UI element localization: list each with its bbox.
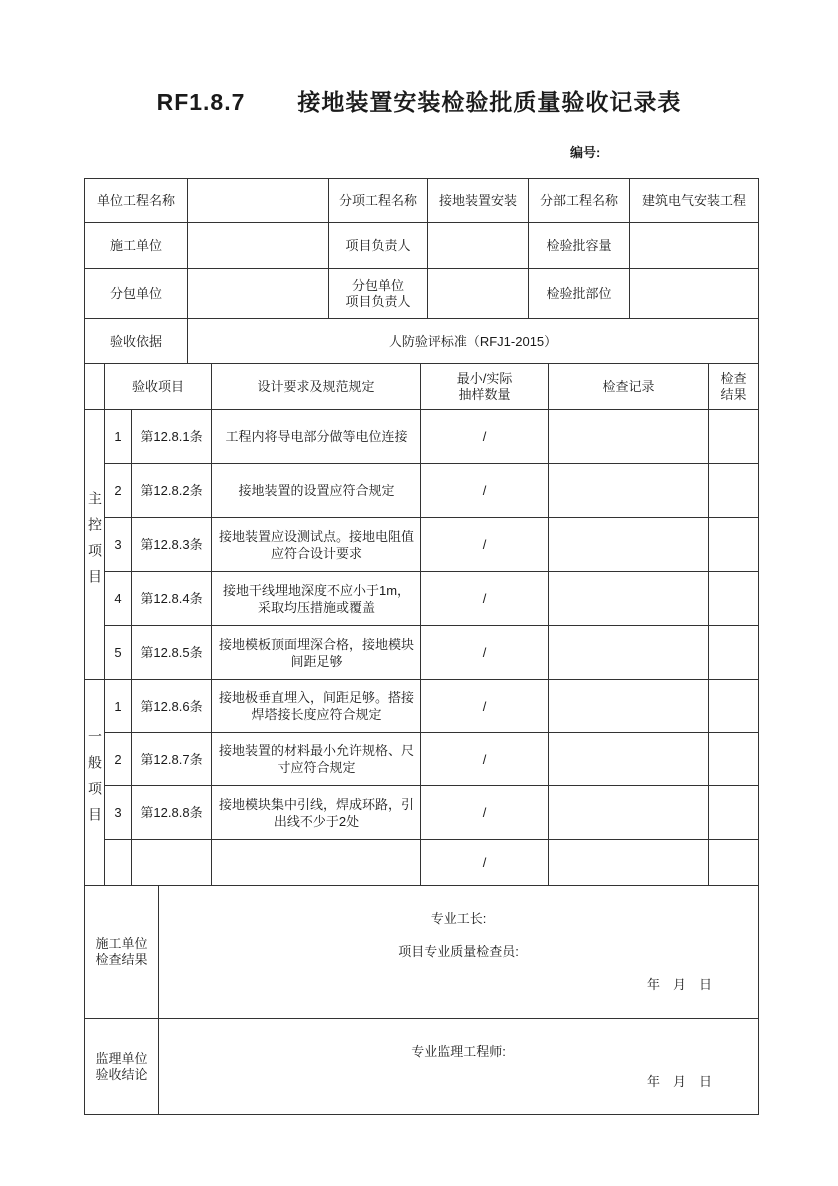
item-desc: 接地模块集中引线，焊成环路，引出线不少于2处 <box>212 786 421 840</box>
item-record <box>549 518 709 572</box>
item-desc <box>212 840 421 886</box>
item-clause: 第12.8.5条 <box>132 626 212 680</box>
item-clause: 第12.8.2条 <box>132 464 212 518</box>
info-row-3 <box>85 269 759 319</box>
project-leader-label: 项目负责人 <box>329 223 428 269</box>
item-result <box>709 840 759 886</box>
item-record <box>549 786 709 840</box>
construction-unit-label: 施工单位 <box>85 223 188 269</box>
table-row <box>85 786 759 840</box>
construction-unit-value <box>188 223 329 269</box>
foreman-signature-label: 专业工长: <box>430 911 487 926</box>
header-check-result: 检查 结果 <box>709 364 759 410</box>
item-record <box>549 464 709 518</box>
supervision-conclusion-row <box>85 1019 759 1115</box>
item-clause: 第12.8.3条 <box>132 518 212 572</box>
item-no: 3 <box>105 518 132 572</box>
item-result <box>709 626 759 680</box>
table-row <box>85 572 759 626</box>
page-title <box>0 84 838 117</box>
unit-project-label: 单位工程名称 <box>85 179 188 223</box>
supervision-conclusion-label: 监理单位 验收结论 <box>85 1019 159 1115</box>
table-row <box>85 626 759 680</box>
item-clause: 第12.8.1条 <box>132 410 212 464</box>
item-clause: 第12.8.4条 <box>132 572 212 626</box>
item-sample: / <box>421 572 549 626</box>
header-check-record: 检查记录 <box>549 364 709 410</box>
project-info-table <box>84 178 759 364</box>
table-row <box>85 840 759 886</box>
unit-project-value <box>188 179 329 223</box>
item-result <box>709 410 759 464</box>
info-row-1 <box>85 179 759 223</box>
batch-capacity-value <box>630 223 759 269</box>
item-no: 5 <box>105 626 132 680</box>
item-sample: / <box>421 786 549 840</box>
supervision-conclusion-content <box>159 1019 759 1115</box>
signoff-table <box>84 885 759 1115</box>
item-record <box>549 626 709 680</box>
title-text: 接地装置安装检验批质量验收记录表 <box>297 89 682 115</box>
sub-leader-label: 分包单位 项目负责人 <box>329 269 428 319</box>
item-clause: 第12.8.6条 <box>132 680 212 733</box>
construction-check-label: 施工单位 检查结果 <box>85 886 159 1019</box>
item-no: 1 <box>105 680 132 733</box>
items-header-row <box>85 364 759 410</box>
item-no: 1 <box>105 410 132 464</box>
quality-inspector-signature-label: 项目专业质量检查员: <box>398 944 519 959</box>
item-record <box>549 680 709 733</box>
item-result <box>709 680 759 733</box>
item-record <box>549 733 709 786</box>
subdivision-project-label: 分部工程名称 <box>529 179 630 223</box>
item-desc: 接地装置应设测试点。接地电阻值应符合设计要求 <box>212 518 421 572</box>
item-record <box>549 840 709 886</box>
subitem-project-label: 分项工程名称 <box>329 179 428 223</box>
item-result <box>709 464 759 518</box>
item-no: 4 <box>105 572 132 626</box>
header-sample-quantity: 最小/实际 抽样数量 <box>421 364 549 410</box>
item-result <box>709 518 759 572</box>
table-row <box>85 464 759 518</box>
basis-label: 验收依据 <box>85 319 188 364</box>
item-clause <box>132 840 212 886</box>
document-number-label: 编号: <box>570 145 601 160</box>
basis-value: 人防验评标准（RFJ1-2015） <box>188 319 759 364</box>
table-row <box>85 733 759 786</box>
items-header-corner <box>85 364 105 410</box>
header-requirement: 设计要求及规范规定 <box>212 364 421 410</box>
supervision-date-label: 年 月 日 <box>646 1073 712 1089</box>
table-row <box>85 680 759 733</box>
item-desc: 接地模板顶面埋深合格，接地模块间距足够 <box>212 626 421 680</box>
item-result <box>709 786 759 840</box>
item-desc: 接地极垂直埋入，间距足够。搭接焊塔接长度应符合规定 <box>212 680 421 733</box>
item-desc: 工程内将导电部分做等电位连接 <box>212 410 421 464</box>
item-desc: 接地装置的设置应符合规定 <box>212 464 421 518</box>
batch-location-value <box>630 269 759 319</box>
section-label-main-control: 主控项目 <box>85 410 105 680</box>
table-row <box>85 410 759 464</box>
form-body <box>84 178 758 1115</box>
batch-capacity-label: 检验批容量 <box>529 223 630 269</box>
subdivision-project-value: 建筑电气安装工程 <box>630 179 759 223</box>
item-result <box>709 572 759 626</box>
supervision-engineer-signature-label: 专业监理工程师: <box>411 1043 506 1059</box>
construction-check-row <box>85 886 759 1019</box>
item-sample: / <box>421 518 549 572</box>
section-label-general: 一般项目 <box>85 680 105 886</box>
table-row <box>85 518 759 572</box>
item-record <box>549 410 709 464</box>
item-no: 2 <box>105 464 132 518</box>
item-sample: / <box>421 680 549 733</box>
info-row-basis <box>85 319 759 364</box>
project-leader-value <box>428 223 529 269</box>
construction-check-content <box>159 886 759 1019</box>
item-no <box>105 840 132 886</box>
item-desc: 接地干线埋地深度不应小于1m，采取均压措施或覆盖 <box>212 572 421 626</box>
sub-leader-value <box>428 269 529 319</box>
title-code: RF1.8.7 <box>156 89 246 115</box>
info-row-2 <box>85 223 759 269</box>
item-no: 3 <box>105 786 132 840</box>
subitem-project-value: 接地装置安装 <box>428 179 529 223</box>
header-acceptance-item: 验收项目 <box>105 364 212 410</box>
item-no: 2 <box>105 733 132 786</box>
subcontractor-label: 分包单位 <box>85 269 188 319</box>
item-sample: / <box>421 464 549 518</box>
item-sample: / <box>421 410 549 464</box>
batch-location-label: 检验批部位 <box>529 269 630 319</box>
item-clause: 第12.8.8条 <box>132 786 212 840</box>
item-sample: / <box>421 840 549 886</box>
item-clause: 第12.8.7条 <box>132 733 212 786</box>
item-result <box>709 733 759 786</box>
subcontractor-value <box>188 269 329 319</box>
construction-date-label: 年 月 日 <box>646 977 712 992</box>
item-desc: 接地装置的材料最小允许规格、尺寸应符合规定 <box>212 733 421 786</box>
item-sample: / <box>421 626 549 680</box>
item-record <box>549 572 709 626</box>
inspection-items-table <box>84 363 759 886</box>
item-sample: / <box>421 733 549 786</box>
